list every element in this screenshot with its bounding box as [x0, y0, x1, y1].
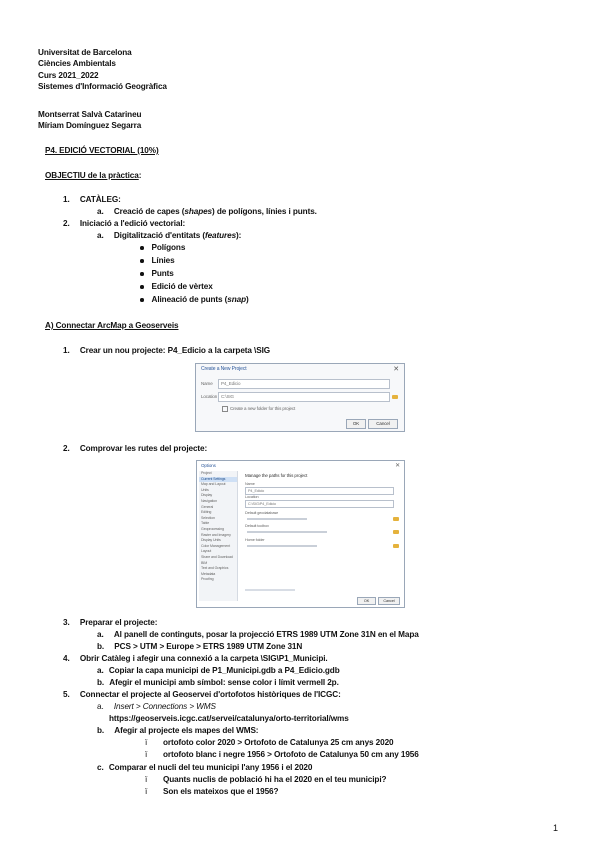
list-letter: b.	[97, 726, 105, 735]
step-4-sub	[97, 666, 340, 675]
objective-heading-text: OBJECTIU de la pràctica	[45, 171, 139, 180]
path-placeholder	[247, 545, 317, 547]
folder-icon[interactable]	[393, 530, 399, 534]
sidebar-item[interactable]: BIM	[201, 560, 208, 565]
checkbox-label: Create a new folder for this project	[230, 406, 296, 412]
close-icon[interactable]: ✕	[395, 463, 400, 469]
sidebar-item[interactable]: Display	[201, 493, 213, 498]
location-label: Location	[201, 394, 218, 399]
list-text: Copiar la capa municipi de P1_Municipi.gdb a P4_Edicio.gdb	[108, 666, 340, 675]
ok-button[interactable]: OK	[346, 419, 366, 429]
list-number: 3.	[63, 618, 70, 627]
glyph-marker: ï	[145, 750, 148, 759]
list-text-pre: Digitalització d'entitats (	[113, 231, 205, 240]
name-field[interactable]: P4_Edicio	[218, 379, 390, 389]
path-placeholder	[247, 531, 327, 533]
header-line: Universitat de Barcelona	[38, 48, 132, 57]
cancel-button[interactable]: Cancel	[368, 419, 398, 429]
close-icon[interactable]: ✕	[393, 366, 399, 373]
checkbox-icon[interactable]	[222, 406, 228, 412]
list-text-post: ) de polígons, línies i punts.	[212, 207, 317, 216]
objective-heading	[45, 171, 141, 180]
bullet-text: Alineació de punts (	[151, 295, 228, 304]
sidebar-item[interactable]: General	[201, 504, 214, 509]
sidebar-item[interactable]: Display Units	[201, 538, 221, 543]
bullet-text: Polígons	[151, 243, 186, 252]
bullet-item	[140, 295, 249, 304]
list-text: Afegir el municipi amb símbol: sense color i límit vermell 2p.	[109, 678, 339, 687]
list-number: 5.	[63, 690, 70, 699]
sidebar-item[interactable]: Current Settings	[199, 477, 237, 483]
wms-url: https://geoserveis.icgc.cat/servei/catalunya/orto-territorial/wms	[109, 714, 349, 723]
location-field[interactable]: C:\SIG	[218, 392, 390, 402]
group-label: Default toolbox	[245, 524, 269, 528]
list-text: Al panell de continguts, posar la projecció ETRS 1989 UTM Zone 31N en el Mapa	[113, 630, 419, 639]
list-text: ortofoto blanc i negre 1956 > Ortofoto de Catalunya 50 cm any 1956	[163, 750, 419, 759]
ok-button[interactable]: OK	[357, 597, 376, 605]
list-text: Connectar el projecte al Geoservei d'ortofotos històriques de l'ICGC:	[79, 690, 341, 699]
list-number: 1.	[63, 195, 70, 204]
sidebar-item[interactable]: Proofing	[201, 577, 214, 582]
path-placeholder	[247, 518, 307, 520]
bullet-dot	[140, 246, 144, 250]
header-line: Curs 2021_2022	[38, 70, 99, 80]
options-dialog	[196, 460, 405, 608]
step-5-sub-c	[97, 763, 312, 772]
list-number: 2.	[63, 219, 70, 228]
list-letter: c.	[97, 763, 104, 772]
objective-subitem	[97, 207, 317, 216]
glyph-marker: ï	[145, 738, 148, 747]
list-letter: a.	[97, 231, 104, 240]
list-text: Son els mateixos que el 1956?	[163, 787, 279, 796]
dialog-title: Options	[201, 463, 216, 468]
name-label: Name	[201, 381, 213, 386]
bullet-text: Edició de vèrtex	[151, 282, 213, 291]
list-letter: a.	[97, 702, 104, 711]
glyph-item	[145, 787, 278, 796]
sidebar-item[interactable]: Editing	[201, 510, 212, 515]
step-3-sub	[97, 642, 302, 651]
list-text-pre: Creació de capes (	[113, 207, 185, 216]
bullet-text: Línies	[151, 256, 175, 265]
bullet-text-post: )	[246, 295, 249, 304]
list-text: Afegir al projecte els mapes del WMS:	[114, 726, 259, 735]
step-3	[63, 618, 157, 627]
objective-item-1	[63, 195, 121, 204]
sidebar-item[interactable]: Share and Download	[201, 554, 233, 559]
list-letter: a.	[97, 207, 104, 216]
list-text: Iniciació a l'edició vectorial:	[79, 219, 186, 228]
step-5-sub-a	[97, 702, 216, 711]
bullet-item	[140, 282, 213, 291]
footer-link[interactable]	[245, 589, 295, 591]
options-heading: Manage the paths for this project	[245, 473, 308, 478]
list-letter: b.	[97, 642, 105, 651]
glyph-marker: ï	[145, 775, 148, 784]
bullet-text-em: snap	[227, 295, 247, 304]
sidebar-item[interactable]: Text and Graphics	[201, 566, 229, 571]
list-text: ortofoto color 2020 > Ortofoto de Catalunya 25 cm anys 2020	[163, 738, 394, 747]
bullet-text: Punts	[151, 269, 174, 278]
header-line: Sistemes d'Informació Geogràfica	[38, 82, 167, 92]
step-4-sub	[97, 678, 339, 687]
list-text: Crear un nou projecte: P4_Edicio a la carpeta \SIG	[79, 346, 271, 355]
sidebar-item[interactable]: Map and Layout	[201, 482, 226, 487]
bullet-item	[140, 256, 175, 265]
group-label: Default geodatabase	[245, 511, 279, 515]
bullet-dot	[140, 259, 144, 263]
list-text: PCS > UTM > Europe > ETRS 1989 UTM Zone 31N	[114, 642, 303, 651]
list-text: Preparar el projecte:	[79, 618, 158, 627]
project-location-field[interactable]: C:\SIG\P4_Edicio	[245, 500, 394, 508]
sidebar-item[interactable]: Project	[201, 471, 212, 475]
field-label: Name	[245, 482, 255, 486]
bullet-dot	[140, 298, 144, 302]
field-label: Location	[245, 495, 259, 499]
new-folder-checkbox[interactable]	[222, 406, 295, 412]
list-text-post: ):	[236, 231, 242, 240]
step-2	[63, 444, 207, 453]
options-sidebar	[199, 471, 238, 601]
practice-title: P4. EDICIÓ VECTORIAL (10%)	[45, 146, 159, 155]
step-5	[63, 690, 341, 699]
group-label: Home folder	[245, 538, 265, 542]
header-line: Ciències Ambientals	[38, 59, 116, 69]
step-3-sub	[97, 630, 419, 639]
list-number: 1.	[63, 346, 70, 355]
author-name: Montserrat Salvà Catarineu	[38, 110, 142, 119]
list-letter: a.	[97, 666, 104, 675]
glyph-item	[145, 750, 419, 759]
sidebar-item[interactable]: Layout	[201, 549, 212, 554]
sidebar-item[interactable]: Navigation	[201, 498, 217, 503]
sidebar-item[interactable]: Raster and Imagery	[201, 532, 231, 537]
bullet-dot	[140, 285, 144, 289]
objective-colon: :	[138, 171, 142, 180]
folder-icon[interactable]	[392, 395, 398, 399]
folder-icon[interactable]	[393, 544, 399, 548]
sidebar-item[interactable]: Units	[201, 487, 209, 492]
glyph-marker: ï	[145, 787, 148, 796]
page-number: 1	[553, 823, 558, 833]
list-text: Obrir Catàleg i afegir una connexió a la carpeta \SIG\P1_Municipi.	[79, 654, 328, 663]
dialog-title: Create a New Project	[201, 366, 247, 372]
sidebar-item[interactable]: Metadata	[201, 571, 216, 576]
sidebar-item[interactable]: Color Management	[201, 543, 230, 548]
document-header	[38, 47, 167, 93]
bullet-dot	[140, 272, 144, 276]
step-1	[63, 346, 270, 355]
author-name: Míriam Domínguez Segarra	[38, 121, 142, 131]
project-name-field[interactable]: P4_Edicio	[245, 487, 394, 495]
objective-subitem	[97, 231, 241, 240]
glyph-item	[145, 738, 393, 747]
cancel-button[interactable]: Cancel	[378, 597, 400, 605]
step-4	[63, 654, 328, 663]
list-number: 4.	[63, 654, 70, 663]
list-text: Comprovar les rutes del projecte:	[79, 444, 208, 453]
list-text: CATÀLEG:	[79, 195, 121, 204]
menu-path: Insert > Connections > WMS	[113, 702, 216, 711]
list-text: Comparar el nucli del teu municipi l'any 1956 i el 2020	[108, 763, 313, 772]
authors	[38, 109, 141, 132]
glyph-item	[145, 775, 386, 784]
section-a-heading: A) Connectar ArcMap a Geoserveis	[45, 321, 179, 330]
list-number: 2.	[63, 444, 70, 453]
list-text: Quants nuclis de població hi ha el 2020 en el teu municipi?	[163, 775, 387, 784]
sidebar-item[interactable]: Selection	[201, 515, 215, 520]
list-text-em: features	[204, 231, 237, 240]
bullet-item	[140, 243, 185, 252]
sidebar-item[interactable]: Table	[201, 521, 210, 526]
folder-icon[interactable]	[393, 517, 399, 521]
step-5-sub-b	[97, 726, 258, 735]
create-project-dialog	[195, 363, 405, 432]
list-text-em: shapes	[184, 207, 213, 216]
sidebar-item[interactable]: Geoprocessing	[201, 526, 224, 531]
bullet-item	[140, 269, 174, 278]
list-letter: a.	[97, 630, 104, 639]
list-letter: b.	[97, 678, 105, 687]
objective-item-2	[63, 219, 185, 228]
